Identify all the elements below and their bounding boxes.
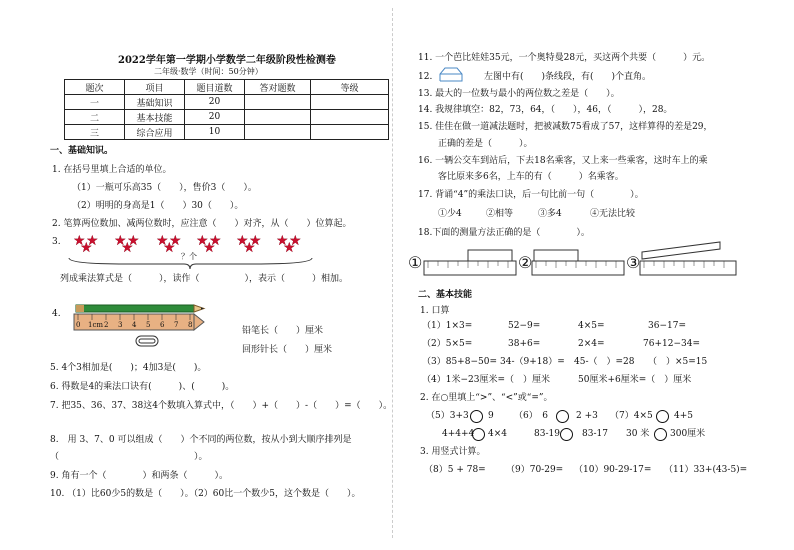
- measurement-rulers-figure: [420, 240, 740, 278]
- star-icon: ★: [276, 233, 289, 249]
- section-heading-2: 二、基本技能: [418, 290, 473, 300]
- question-1a: （1）一瓶可乐高35（ ），售价3（ ）。: [72, 183, 257, 193]
- question-14: 14. 我规律填空：82，73，64，（ ），46，（ ），28。: [418, 105, 673, 115]
- calc-item: 4×5=: [578, 321, 605, 331]
- calc-item: 38+6=: [508, 339, 541, 349]
- brace-label: ？个: [181, 252, 197, 261]
- compare-item: （5）3+3: [426, 411, 469, 421]
- compare-item: 2 +3: [576, 411, 598, 421]
- star-icon: ★: [73, 233, 86, 249]
- question-13: 13. 最大的一位数与最小的两位数之差是（ ）。: [418, 89, 620, 99]
- calc-item: 76+12−34=: [643, 339, 700, 349]
- table-row: [65, 80, 389, 95]
- table-header: 题目道数: [185, 80, 245, 95]
- star-icon: ★: [156, 233, 169, 249]
- star-icon: ★: [127, 233, 140, 249]
- question-10: 10. （1）比60少5的数是（ ）。（2）60比一个数少5，这个数是（ ）。: [50, 489, 361, 499]
- ruler-number: 6: [160, 321, 165, 329]
- pencil-ruler-figure: [72, 304, 212, 354]
- compare-item: （7）4×5: [610, 411, 653, 421]
- option-label[interactable]: ①: [408, 253, 423, 272]
- question-8b: （ ）。: [50, 452, 208, 462]
- section-heading-1: 一、基础知识。: [50, 146, 114, 156]
- question-4a: 铅笔长（ ）厘米: [242, 326, 324, 336]
- column-divider: [392, 8, 393, 538]
- ruler-number: 0: [76, 321, 81, 329]
- table-cell[interactable]: [311, 110, 389, 125]
- compare-circle[interactable]: [470, 410, 483, 423]
- star-icon: ★: [283, 240, 296, 256]
- table-cell: 基础知识: [125, 95, 185, 110]
- option-label[interactable]: ③: [626, 253, 641, 272]
- star-icon: ★: [121, 240, 134, 256]
- table-cell[interactable]: [245, 110, 311, 125]
- star-icon: ★: [209, 233, 222, 249]
- table-cell: 三: [65, 125, 125, 140]
- question-1b: （2）明明的身高是1（ ）30（ ）。: [72, 201, 244, 211]
- question-5: 5. 4个3相加是( )；4加3是( )。: [50, 363, 207, 373]
- calc-item: （3）85+8−50=: [422, 357, 497, 367]
- compare-circle[interactable]: [654, 428, 667, 441]
- table-cell: 二: [65, 110, 125, 125]
- question-3-text: 列成乘法算式是（ ），读作（ ），表示（ ）相加。: [60, 274, 349, 284]
- skill-1: 1. 口算: [420, 306, 450, 316]
- ruler-number: 7: [174, 321, 179, 329]
- question-7: 7. 把35、36、37、38这4个数填入算式中，（ ）+（ ）-（ ）=（ ）。: [50, 401, 393, 411]
- option-item[interactable]: ②相等: [486, 209, 514, 219]
- table-cell[interactable]: [245, 95, 311, 110]
- star-icon: ★: [289, 233, 302, 249]
- ruler-number: 3: [118, 321, 123, 329]
- compare-circle[interactable]: [556, 410, 569, 423]
- table-cell: 20: [185, 110, 245, 125]
- table-cell[interactable]: [311, 95, 389, 110]
- ruler-number: 5: [146, 321, 151, 329]
- star-icon: ★: [169, 233, 182, 249]
- table-cell: 10: [185, 125, 245, 140]
- compare-circle[interactable]: [560, 428, 573, 441]
- table-header: 等级: [311, 80, 389, 95]
- table-cell: 综合应用: [125, 125, 185, 140]
- star-icon: ★: [163, 240, 176, 256]
- question-15b: 正确的差是（ ）。: [438, 139, 533, 149]
- table-cell[interactable]: [245, 125, 311, 140]
- calc-item: （2）5×5=: [422, 339, 473, 349]
- table-cell[interactable]: [311, 125, 389, 140]
- compare-item: 4+4+4: [442, 429, 475, 439]
- compare-item: 30 米: [626, 429, 650, 439]
- star-icon: ★: [114, 233, 127, 249]
- star-icon: ★: [80, 240, 93, 256]
- calc-item: 52−9=: [508, 321, 541, 331]
- question-17: 17. 背诵“4”的乘法口诀，后一句比前一句（ ）。: [418, 190, 644, 200]
- table-header: 题次: [65, 80, 125, 95]
- compare-item: 9: [488, 411, 494, 421]
- question-9: 9. 角有一个（ ）和两条（ ）。: [50, 471, 228, 481]
- star-icon: ★: [243, 240, 256, 256]
- star-icon: ★: [196, 233, 209, 249]
- question-12-text: 左图中有( )条线段，有( )个直角。: [484, 72, 652, 82]
- house-shape-figure: [436, 66, 466, 84]
- compare-item: 4×4: [488, 429, 507, 439]
- option-item[interactable]: ①少4: [438, 209, 462, 219]
- calc-item: （ ）×5=15: [648, 357, 708, 367]
- question-1: 1. 在括号里填上合适的单位。: [52, 165, 172, 175]
- question-16b: 客比原来多6名，上车的有（ ）名乘客。: [438, 172, 624, 182]
- option-item[interactable]: ③多4: [538, 209, 562, 219]
- star-icon: ★: [86, 233, 99, 249]
- question-6: 6. 得数是4的乘法口诀有( )、( )。: [50, 382, 235, 392]
- page-subtitle: 二年级·数学（时间：50分钟）: [154, 67, 263, 76]
- vertical-calc-item: （11）33+(43-5)=: [664, 465, 748, 475]
- compare-item: （6） 6: [514, 411, 548, 421]
- question-4-number: 4.: [52, 309, 61, 319]
- table-cell: 基本技能: [125, 110, 185, 125]
- compare-circle[interactable]: [656, 410, 669, 423]
- calc-item: 45-（ ）=28: [574, 357, 635, 367]
- calc-item: （1）1×3=: [422, 321, 473, 331]
- table-header: 项目: [125, 80, 185, 95]
- question-2: 2. 笔算两位数加、减两位数时，应注意（ ）对齐，从（ ）位算起。: [52, 219, 352, 229]
- calc-item: 2×4=: [578, 339, 605, 349]
- score-table: [64, 79, 389, 140]
- page-title: 2022学年第一学期小学数学二年级阶段性检测卷: [118, 55, 336, 66]
- calc-item: 36−17=: [648, 321, 686, 331]
- vertical-calc-item: （8）5 + 78=: [424, 465, 486, 475]
- star-icon: ★: [203, 240, 216, 256]
- calc-item: 34-（9+18）=: [500, 357, 565, 367]
- ruler-number: 1cm: [88, 321, 104, 329]
- compare-item: 83-19: [534, 429, 560, 439]
- table-cell: 20: [185, 95, 245, 110]
- ruler-number: 4: [132, 321, 137, 329]
- calc-item: （4）1米−23厘米=（ ）厘米: [422, 375, 550, 385]
- question-12-number: 12.: [418, 72, 433, 82]
- star-icon: ★: [249, 233, 262, 249]
- ruler-number: 8: [188, 321, 193, 329]
- question-3-number: 3.: [52, 237, 61, 247]
- skill-2: 2. 在○里填上“>”、“<”或“=”。: [420, 393, 553, 403]
- option-item[interactable]: ④无法比较: [590, 209, 636, 219]
- table-row: [65, 110, 389, 125]
- calc-item: 50厘米+6厘米=（ ）厘米: [578, 375, 692, 385]
- question-4b: 回形针长（ ）厘米: [242, 345, 333, 355]
- vertical-calc-item: （10）90-29-17=: [574, 465, 652, 475]
- table-header: 答对题数: [245, 80, 311, 95]
- question-8a: 8. 用 3、7、0 可以组成（ ）个不同的两位数，按从小到大顺序排列是: [50, 435, 352, 445]
- compare-circle[interactable]: [472, 428, 485, 441]
- table-row: [65, 125, 389, 140]
- question-16a: 16. 一辆公交车到站后，下去18名乘客，又上来一些乘客，这时车上的乘: [418, 156, 708, 166]
- question-15a: 15. 佳佳在做一道减法题时，把被减数75看成了57，这样算得的差是29，: [418, 122, 713, 132]
- vertical-calc-item: （9）70-29=: [506, 465, 564, 475]
- compare-item: 300厘米: [670, 429, 706, 439]
- compare-item: 83-17: [582, 429, 608, 439]
- ruler-number: 2: [104, 321, 109, 329]
- question-18: 18.下面的测量方法正确的是（ ）。: [418, 228, 590, 238]
- option-label[interactable]: ②: [518, 253, 533, 272]
- compare-item: 4+5: [674, 411, 693, 421]
- table-cell: 一: [65, 95, 125, 110]
- table-row: [65, 95, 389, 110]
- star-icon: ★: [236, 233, 249, 249]
- question-11: 11. 一个芭比娃娃35元，一个奥特曼28元，买这两个共要（ ）元。: [418, 53, 711, 63]
- skill-3: 3. 用竖式计算。: [420, 447, 486, 457]
